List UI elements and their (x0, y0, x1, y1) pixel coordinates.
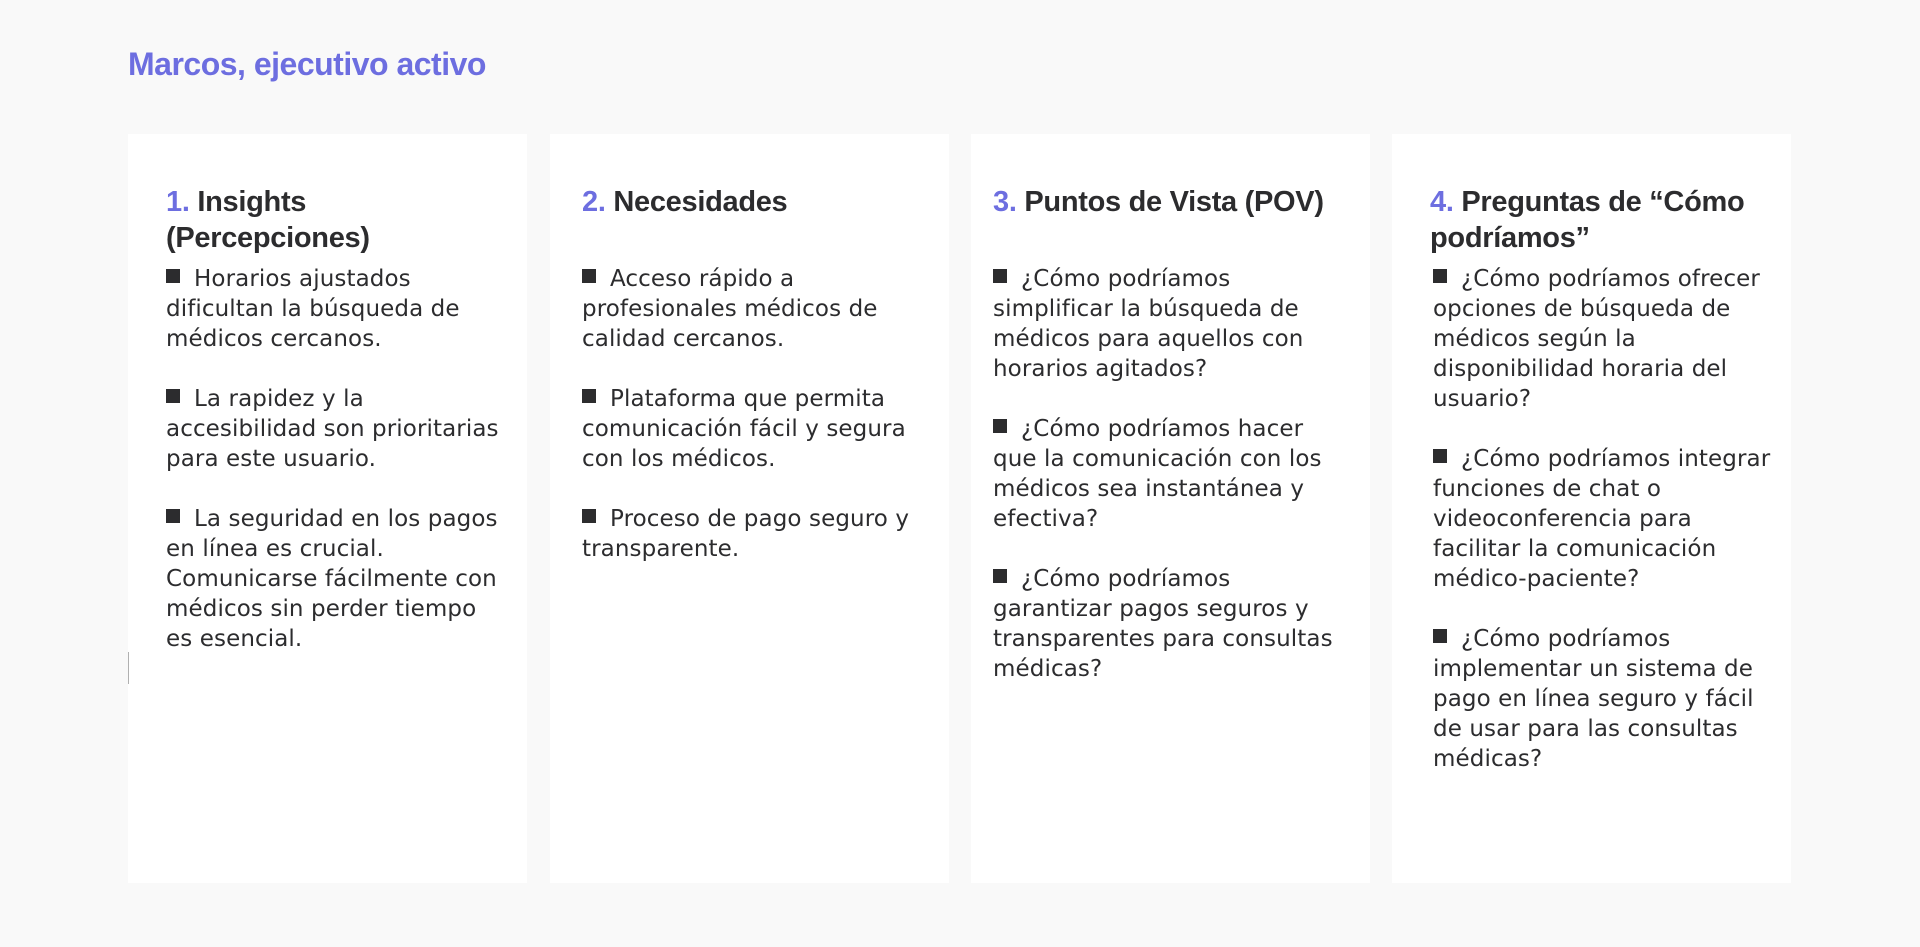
card-title: Puntos de Vista (POV) (1024, 186, 1324, 218)
card-number: 2. (582, 186, 606, 218)
list-item: ¿Cómo podríamos garantizar pagos seguros y transparentes para consultas médicas? (993, 566, 1333, 682)
page-title: Marcos, ejecutivo activo (128, 46, 486, 82)
square-bullet-icon (166, 509, 180, 523)
card-title: Preguntas de “Cómo podríamos” (1430, 186, 1745, 254)
list-item: La rapidez y la accesibilidad son prioritarias para este usuario. (166, 386, 499, 472)
list-item: ¿Cómo podríamos hacer que la comunicación con los médicos sea instantánea y efectiva? (993, 416, 1322, 532)
card-list (993, 264, 1353, 714)
list-item: Acceso rápido a profesionales médicos de calidad cercanos. (582, 266, 878, 352)
square-bullet-icon (582, 269, 596, 283)
list-item: ¿Cómo podríamos ofrecer opciones de búsqueda de médicos según la disponibilidad horaria del usuario? (1433, 266, 1760, 412)
card-list (582, 264, 922, 594)
square-bullet-icon (1433, 269, 1447, 283)
card-title: Necesidades (613, 186, 788, 218)
card-heading (166, 184, 496, 256)
square-bullet-icon (582, 389, 596, 403)
card-heading (993, 184, 1333, 220)
square-bullet-icon (166, 389, 180, 403)
square-bullet-icon (582, 509, 596, 523)
list-item: ¿Cómo podríamos simplificar la búsqueda de médicos para aquellos con horarios agitados? (993, 266, 1304, 382)
card-heading (582, 184, 922, 220)
list-item: ¿Cómo podríamos implementar un sistema de pago en línea seguro y fácil de usar para las consultas médicas? (1433, 626, 1754, 772)
square-bullet-icon (993, 269, 1007, 283)
square-bullet-icon (993, 569, 1007, 583)
card-heading (1430, 184, 1750, 256)
square-bullet-icon (1433, 629, 1447, 643)
card-number: 4. (1430, 186, 1454, 218)
card-number: 3. (993, 186, 1017, 218)
list-item: Plataforma que permita comunicación fácil y segura con los médicos. (582, 386, 906, 472)
list-item: Horarios ajustados dificultan la búsqueda de médicos cercanos. (166, 266, 460, 352)
square-bullet-icon (993, 419, 1007, 433)
list-item: La seguridad en los pagos en línea es crucial. Comunicarse fácilmente con médicos sin perder tiempo es esencial. (166, 506, 498, 652)
card-list (166, 264, 501, 684)
list-item: Proceso de pago seguro y transparente. (582, 506, 910, 562)
card-preguntas (1392, 134, 1791, 883)
card-list (1433, 264, 1783, 804)
card-necesidades (550, 134, 949, 883)
card-number: 1. (166, 186, 190, 218)
card-insights (128, 134, 527, 883)
square-bullet-icon (166, 269, 180, 283)
card-title: Insights (Percepciones) (166, 186, 370, 254)
card-puntos-de-vista (971, 134, 1370, 883)
text-cursor-mark (128, 652, 129, 684)
square-bullet-icon (1433, 449, 1447, 463)
list-item: ¿Cómo podríamos integrar funciones de chat o videoconferencia para facilitar la comunicación médico-paciente? (1433, 446, 1771, 592)
